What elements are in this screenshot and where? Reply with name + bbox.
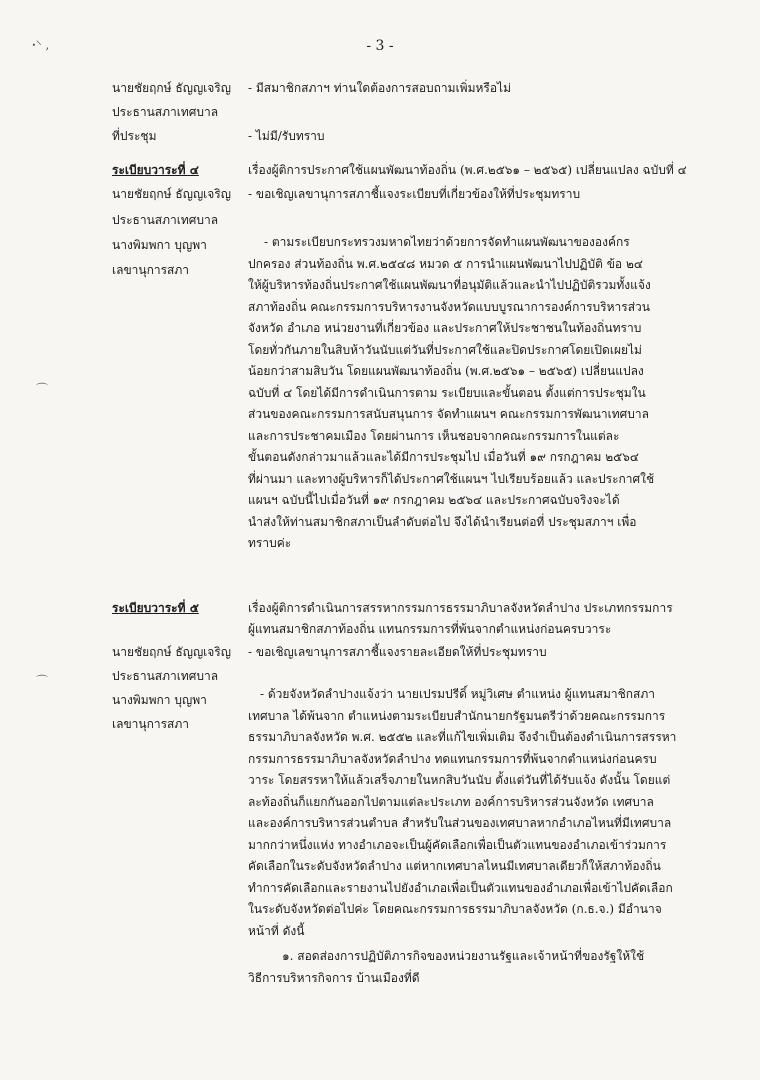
body-line: โดยทั่วกันภายในสิบห้าวันนับแต่วันที่ประกาศใช้และปิดประกาศโดยเปิดเผยไม่ xyxy=(248,342,642,357)
body-line: หน้าที่ ดังนี้ xyxy=(248,923,305,938)
body-line: และการประชาคมเมือง โดยผ่านการ เห็นชอบจากคณะกรรมการในแต่ละ xyxy=(248,428,620,443)
speaker-role: เลขานุการสภา xyxy=(112,717,190,731)
body-line: มากกว่าหนึ่งแห่ง ทางอำเภอจะเป็นผู้คัดเลือกเพื่อเป็นตัวแทนของอำเภอเข้าร่วมการ xyxy=(248,837,667,852)
speech-text: - ขอเชิญเลขานุการสภาชี้แจงรายละเอียดให้ที่ประชุมทราบ xyxy=(248,645,547,659)
agenda-heading: ระเบียบวาระที่ ๔ xyxy=(112,163,199,177)
body-line: สภาท้องถิ่น คณะกรรมการบริหารงานจังหวัดแบบบูรณาการองค์การบริหารส่วน xyxy=(248,299,650,314)
body-line: และองค์การบริหารส่วนตำบล สำหรับในส่วนของเทศบาลหากอำเภอไหนที่มีเทศบาล xyxy=(248,816,672,830)
body-line: - ด้วยจังหวัดลำปางแจ้งว่า นายเปรมปรีดิ์ หมู่วิเศษ ตำแหน่ง ผู้แทนสมาชิกสภา xyxy=(260,687,655,701)
speaker-name: นายชัยฤกษ์ ธัญญเจริญ xyxy=(112,645,231,659)
body-line: ปกครอง ส่วนท้องถิ่น พ.ศ.๒๕๔๘ หมวด ๕ การนำแผนพัฒนาไปปฏิบัติ ข้อ ๒๔ xyxy=(248,256,643,271)
scan-mark: ⌒ xyxy=(36,382,49,396)
body-line: ในระดับจังหวัดต่อไปค่ะ โดยคณะกรรมการธรรมาภิบาลจังหวัด (ก.ธ.จ.) มีอำนาจ xyxy=(248,902,662,916)
speech-text: - มีสมาชิกสภาฯ ท่านใดต้องการสอบถามเพิ่มหรือไม่ xyxy=(248,81,511,95)
speech-text: - ขอเชิญเลขานุการสภาชี้แจงระเบียบที่เกี่ยวข้องให้ที่ประชุมทราบ xyxy=(248,187,581,201)
speaker-name: นางพิมพกา บุญพา xyxy=(112,238,207,252)
body-line: เทศบาล ได้พ้นจาก ตำแหน่งตามระเบียบสำนักนายกรัฐมนตรีว่าด้วยคณะกรรมการ xyxy=(248,708,666,723)
speaker-name: นายชัยฤกษ์ ธัญญเจริญ xyxy=(112,81,231,95)
speaker-name: นางพิมพกา บุญพา xyxy=(112,693,207,707)
agenda-heading: ระเบียบวาระที่ ๕ xyxy=(112,601,199,615)
body-line: น้อยกว่าสามสิบวัน โดยแผนพัฒนาท้องถิ่น (พ.ศ.๒๕๖๑ – ๒๕๖๕) เปลี่ยนแปลง xyxy=(248,364,644,378)
body-line: ให้ผู้บริหารท้องถิ่นประกาศใช้แผนพัฒนาที่อนุมัติแล้วและนำไปปฏิบัติรวมทั้งแจ้ง xyxy=(248,278,651,292)
page-number: - 3 - xyxy=(366,38,394,54)
speaker-role: ประธานสภาเทศบาล xyxy=(112,669,219,683)
agenda-title: เรื่องผู้ติการประกาศใช้แผนพัฒนาท้องถิ่น (พ.ศ.๒๕๖๑ – ๒๕๖๕) เปลี่ยนแปลง ฉบับที่ ๔ xyxy=(248,163,687,177)
agenda-title: เรื่องผู้ติการดำเนินการสรรหากรรมการธรรมาภิบาลจังหวัดลำปาง ประเภทกรรมการ xyxy=(248,601,673,615)
body-line: ทำการคัดเลือกและรายงานไปยังอำเภอเพื่อเป็นตัวแทนของอำเภอเพื่อเข้าไปคัดเลือก xyxy=(248,880,673,895)
scan-mark: ꞏ⸌ , xyxy=(32,38,50,52)
body-line: แผนฯ ฉบับนี้ไปเมื่อวันที่ ๑๙ กรกฎาคม ๒๕๖๔ และประกาศฉบับจริงจะได้ xyxy=(248,493,620,507)
numbered-item: ๑. สอดส่องการปฏิบัติภารกิจของหน่วยงานรัฐและเจ้าหน้าที่ของรัฐให้ใช้ xyxy=(282,949,645,963)
body-line: - ตามระเบียบกระทรวงมหาดไทยว่าด้วยการจัดทำแผนพัฒนาขององค์กร xyxy=(264,235,630,249)
speech-text: - ไม่มี/รับทราบ xyxy=(248,129,325,143)
body-line: ทราบค่ะ xyxy=(248,536,292,550)
body-line: กรรมการธรรมาภิบาลจังหวัดลำปาง ทดแทนกรรมการที่พ้นจากตำแหน่งก่อนครบ xyxy=(248,751,657,766)
speaker-role: ประธานสภาเทศบาล xyxy=(112,105,219,119)
speaker-role: ประธานสภาเทศบาล xyxy=(112,213,219,227)
agenda5-body xyxy=(248,684,713,989)
body-line: วาระ โดยสรรหาให้แล้วเสร็จภายในหกสิบวันนับ ตั้งแต่วันที่ได้รับแจ้ง ดังนั้น โดยแต่ xyxy=(248,773,671,787)
body-line: นำส่งให้ท่านสมาชิกสภาเป็นลำดับต่อไป จึงได้นำเรียนต่อที่ ประชุมสภาฯ เพื่อ xyxy=(248,514,637,529)
speaker-name: นายชัยฤกษ์ ธัญญเจริญ xyxy=(112,187,231,201)
body-line: ละท้องถิ่นก็แยกกันออกไปตามแต่ละประเภท องค์การบริหารส่วนจังหวัด เทศบาล xyxy=(248,794,654,809)
body-line: ธรรมาภิบาลจังหวัด พ.ศ. ๒๕๕๒ และที่แก้ไขเพิ่มเติม จึงจำเป็นต้องดำเนินการสรรหา xyxy=(248,730,677,744)
body-line: ส่วนของคณะกรรมการสนับสนุนการ จัดทำแผนฯ คณะกรรมการพัฒนาเทศบาล xyxy=(248,407,649,421)
body-line: จังหวัด อำเภอ หน่วยงานที่เกี่ยวข้อง และประกาศให้ประชาชนในท้องถิ่นทราบ xyxy=(248,321,642,335)
body-line: ที่ผ่านมา และทางผู้บริหารก็ได้ประกาศใช้แผนฯ ไปเรียบร้อยแล้ว และประกาศใช้ xyxy=(248,471,655,486)
speaker-role: เลขานุการสภา xyxy=(112,263,190,277)
scan-mark: ⌒ xyxy=(36,674,49,688)
body-line: ขั้นตอนดังกล่าวมาแล้วและได้มีการประชุมไป เมื่อวันที่ ๑๙ กรกฎาคม ๒๕๖๔ xyxy=(248,450,639,464)
speaker-meeting: ที่ประชุม xyxy=(112,129,157,143)
agenda4-body xyxy=(248,232,713,555)
body-line: ฉบับที่ ๔ โดยได้มีการดำเนินการตาม ระเบียบและขั้นตอน ตั้งแต่การประชุมใน xyxy=(248,385,646,400)
agenda-title: ผู้แทนสมาชิกสภาท้องถิ่น แทนกรรมการที่พ้นจากตำแหน่งก่อนครบวาระ xyxy=(248,622,612,636)
body-line: คัดเลือกในระดับจังหวัดลำปาง แต่หากเทศบาลไหนมีเทศบาลเดียวก็ให้สภาท้องถิ่น xyxy=(248,859,661,873)
body-line: วิธีการบริหารกิจการ บ้านเมืองที่ดี xyxy=(248,970,420,985)
